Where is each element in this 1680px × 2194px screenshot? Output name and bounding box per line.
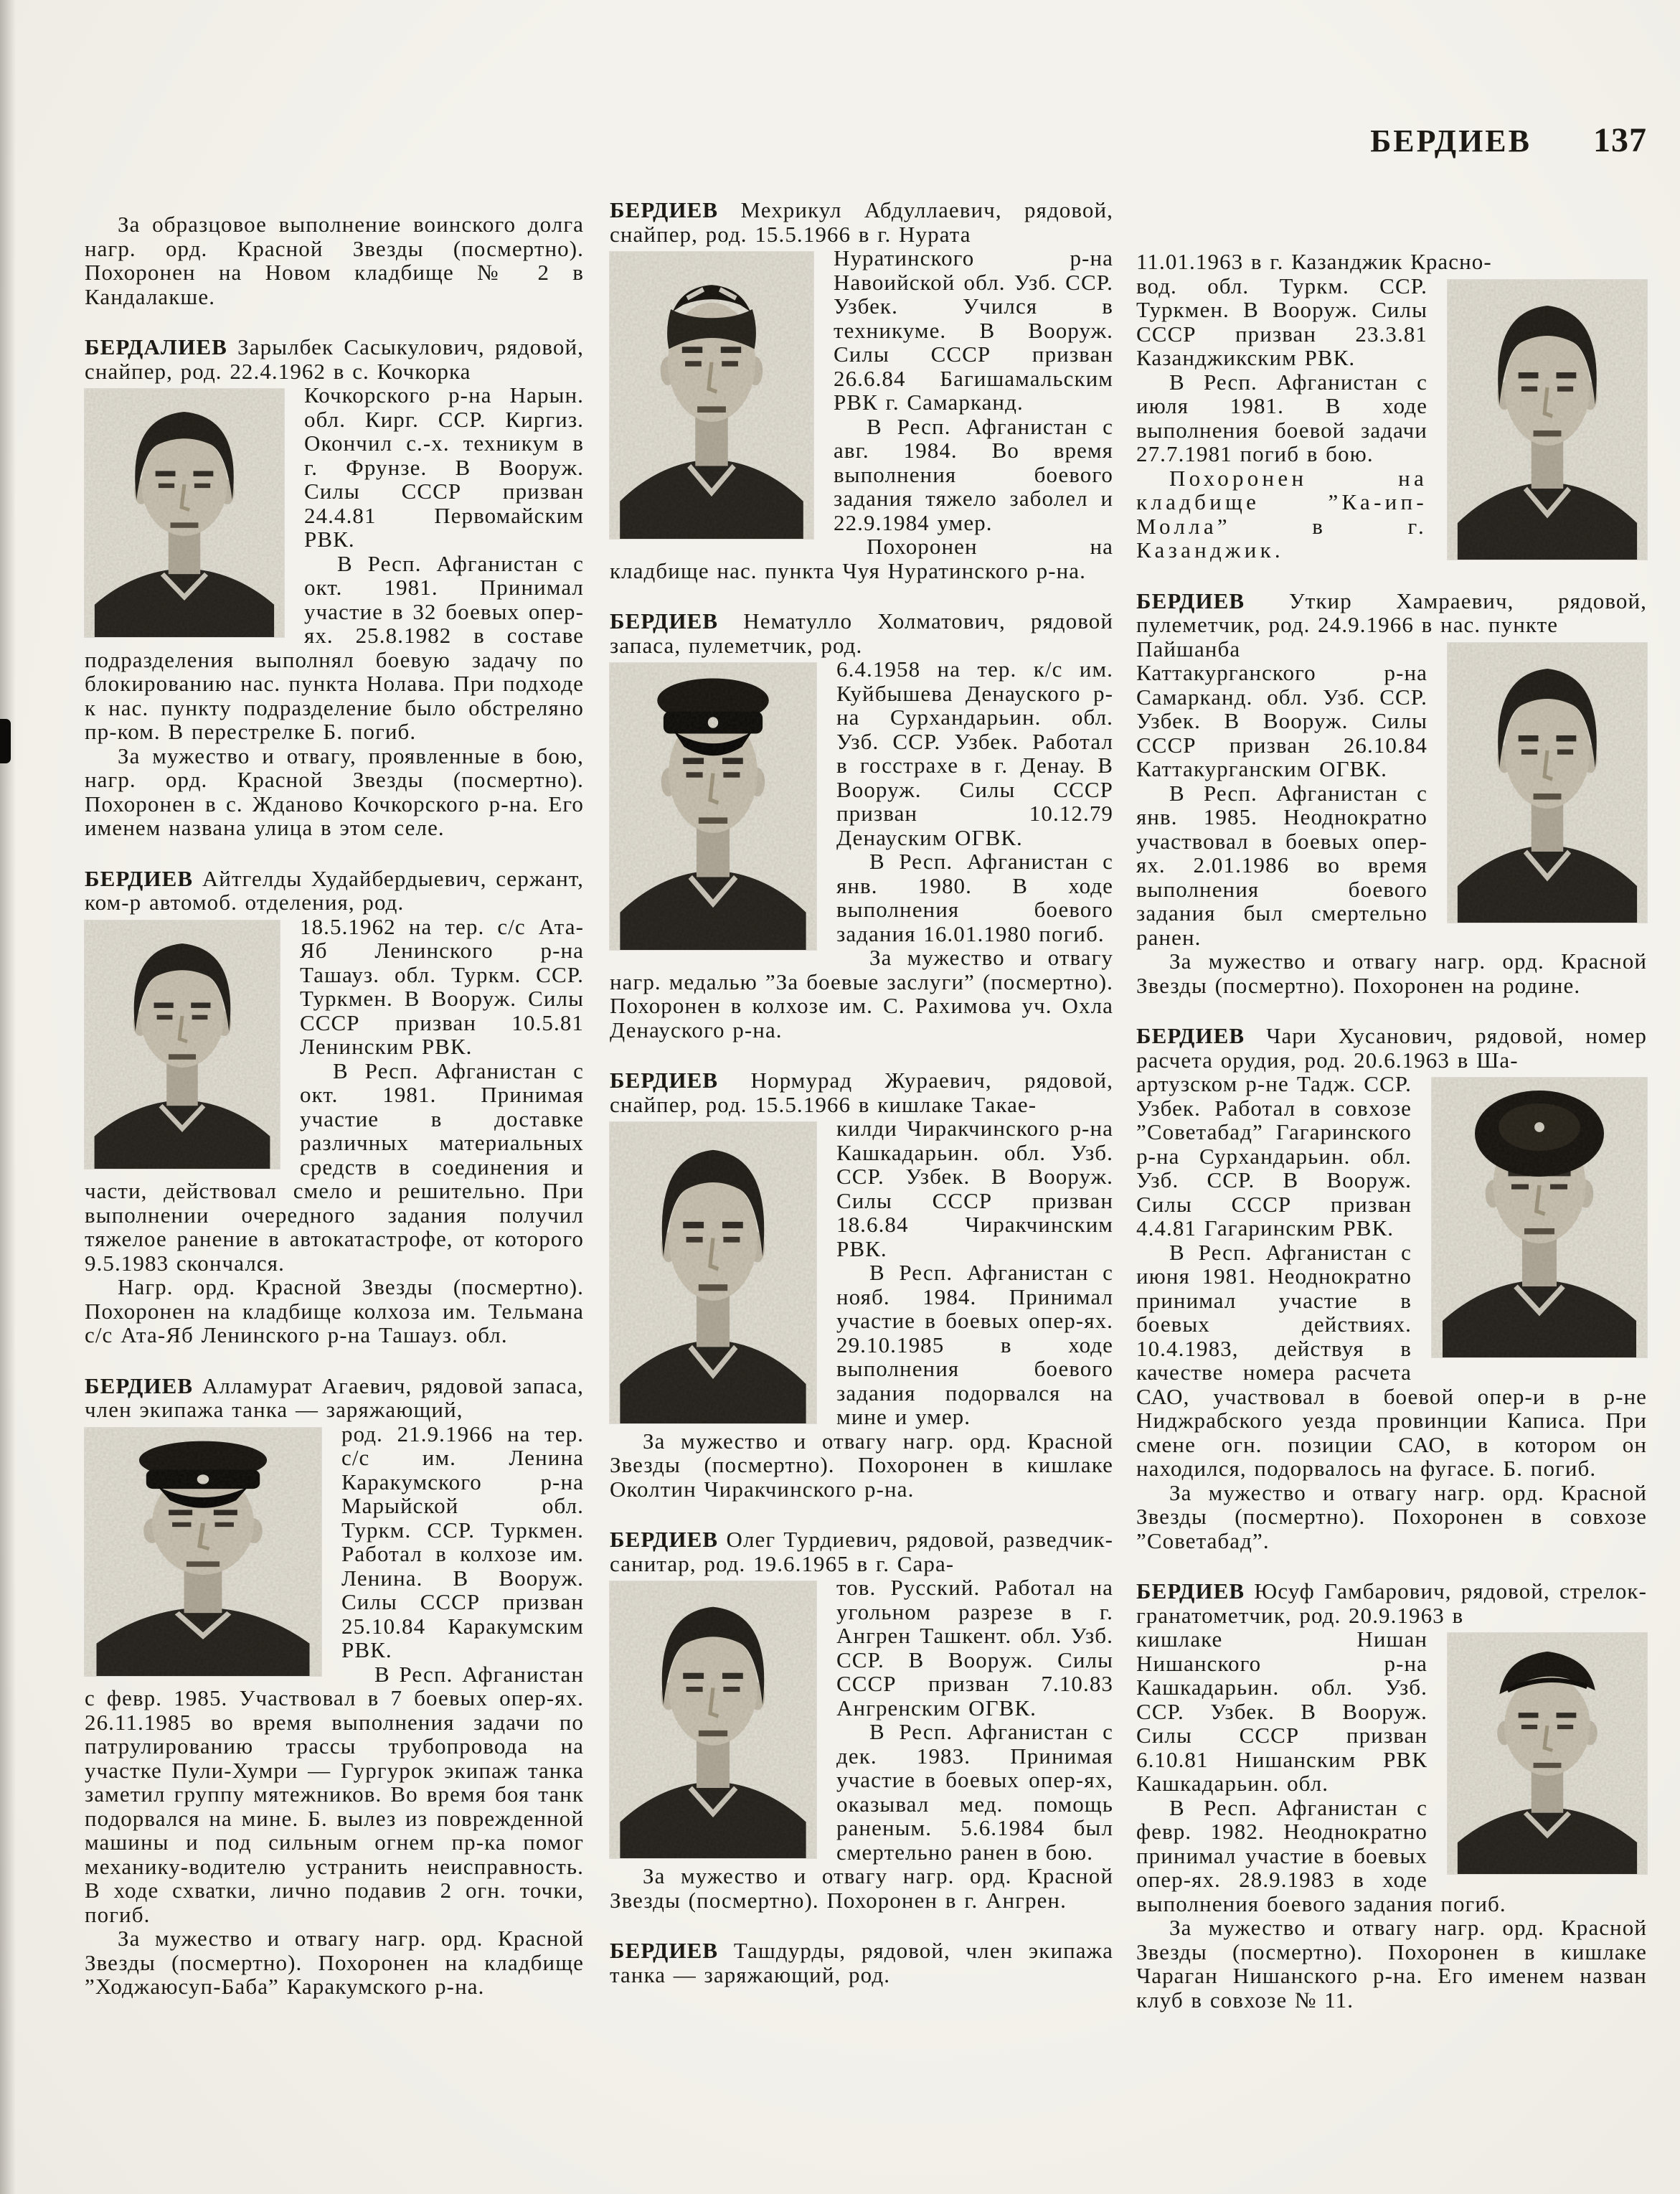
entry-surname: БЕРДИЕВ <box>610 1068 719 1093</box>
entry-paragraph: Кочкорского р-на Нарын. обл. Кирг. ССР. Киргиз. Окончил с.-х. техникум в г. Фрунзе. В Вооруж. Силы СССР призван 24.4.81 Первомайским РВК. <box>304 382 584 552</box>
entry-paragraph: вод. обл. Туркм. ССР. Туркмен. В Вооруж. Силы СССР призван 23.3.81 Казанджикским РВК. <box>1136 273 1427 370</box>
portrait-photo <box>85 389 284 637</box>
entry-surname: БЕРДИЕВ <box>610 608 719 634</box>
entry-paragraph: В Респ. Афганистан с февр. 1982. Неоднократно принимал участие в боевых опер-ях. 28.9.1983 в ходе выполнения боевого задания погиб. <box>1136 1794 1506 1916</box>
entry-head-paragraph: БЕРДИЕВ Айтгелды Худайбердыевич, сержант, ком-р автомоб. отделения, род. <box>85 865 584 915</box>
memorial-entry <box>85 335 584 840</box>
entry-head-paragraph: БЕРДИЕВ Нематулло Холматович, рядовой запаса, пулеметчик, род. <box>610 608 1113 658</box>
entry-paragraph: В Респ. Афганистан с июня 1981. Неоднократно принимал участие в боевых действиях. 10.4.1983, действуя в качестве номера расчета САО, участвовал в боевой опер-и в р-не Ниджрабского уезда провинции Каписа. При смене огн. позиции САО, в котором он находился, подорвалось на фугасе. Б. погиб. <box>1136 1239 1647 1481</box>
header-surname: БЕРДИЕВ <box>1370 123 1532 159</box>
memorial-entry <box>85 867 584 1347</box>
entry-head-paragraph: БЕРДИЕВ Нормурад Жураевич, рядовой, снайпер, род. 15.5.1966 в кишлаке Такае- <box>610 1068 1113 1117</box>
portrait-photo <box>1432 1078 1647 1357</box>
entry-paragraph: За мужество и отвагу нагр. орд. Красной Звезды (посмертно). Похоронен в совхозе ”Советабад”. <box>1136 1479 1647 1553</box>
entry-paragraph: В Респ. Афганистан с авг. 1984. Во время выполнения боевого задания тяжело заболел и 22.9.1984 умер. <box>834 413 1113 535</box>
entry-paragraph: В Респ. Афганистан с окт. 1981. Принимал участие в 32 боевых опер-ях. 25.8.1982 в составе подразделения выполнял боевую задачу по блокированию нас. пункта Нолава. При подходе к нас. пункту подразделение было обстреляно пр-ком. В перестрелке Б. погиб. <box>85 550 584 744</box>
entry-paragraph: Нуратинского р-на Навоийской обл. Узб. ССР. Узбек. Учился в техникуме. В Вооруж. Силы СССР призван 26.6.84 Багишамальским РВК г. Самарканд. <box>834 245 1113 415</box>
page-number: 137 <box>1593 121 1647 159</box>
entry-head-paragraph: БЕРДИЕВ Юсуф Гамбарович, рядовой, стрелок-гранатометчик, род. 20.9.1963 в <box>1136 1578 1647 1628</box>
entry-surname: БЕРДИЕВ <box>610 1527 719 1552</box>
portrait-photo <box>1448 643 1647 923</box>
memorial-entry <box>610 198 1113 583</box>
portrait-photo <box>610 663 816 950</box>
entry-paragraph: За мужество и отвагу нагр. медалью ”За боевые заслуги” (посмертно). Похоронен в колхозе им. С. Рахимова уч. Охла Денауского р-на. <box>610 945 1113 1042</box>
memorial-entry <box>85 1374 584 1999</box>
entry-paragraph: 18.5.1962 на тер. с/с Ата-Яб Ленинского р-на Ташауз. обл. Туркм. ССР. Туркмен. В Вооруж. Силы СССР призван 10.5.81 Ленинским РВК. <box>300 913 584 1059</box>
entry-surname: БЕРДИЕВ <box>1136 588 1245 613</box>
entry-paragraph: кишлаке Нишан Нишанского р-на Кашкадарьин. обл. Узб. ССР. Узбек. В Вооруж. Силы СССР призван 6.10.81 Нишанским РВК Кашкадарьин. обл. <box>1136 1626 1427 1796</box>
entry-paragraph: За мужество и отвагу нагр. орд. Красной Звезды (посмертно). Похоронен в кишлаке Околтин Чиракчинского р-на. <box>610 1428 1113 1502</box>
entry-paragraph: артузском р-не Тадж. ССР. Узбек. Работал в совхозе ”Советабад” Гагаринского р-на Сурхандарьин. обл. Узб. ССР. В Вооруж. Силы СССР призван 4.4.81 Гагаринским РВК. <box>1136 1071 1412 1240</box>
portrait-photo <box>85 921 280 1169</box>
entry-head-paragraph: БЕРДИЕВ Алламурат Агаевич, рядовой запаса, член экипажа танка — заряжающий, <box>85 1373 584 1422</box>
entry-paragraph: Похоронен на кладбище ”Ка-ип-Молла” в г. Казанджик. <box>1136 465 1427 562</box>
entry-surname: БЕРДИЕВ <box>85 1373 194 1398</box>
entry-paragraph: 6.4.1958 на тер. к/с им. Куйбышева Денауского р-на Сурхандарьин. обл. Узб. ССР. Узбек. Работал в госстрахе в г. Денау. В Вооруж. Силы СССР призван 10.12.79 Денауским ОГВК. <box>836 656 1113 850</box>
entry-head-paragraph: БЕРДИЕВ Чари Хусанович, рядовой, номер расчета орудия, род. 20.6.1963 в Ша- <box>1136 1023 1647 1073</box>
entry-paragraph: В Респ. Афганистан с янв. 1980. В ходе выполнения боевого задания 16.01.1980 погиб. <box>836 849 1113 946</box>
portrait-photo <box>610 252 813 539</box>
continuation-block <box>85 212 584 309</box>
continuation-block <box>1136 250 1647 562</box>
portrait-photo <box>85 1428 321 1676</box>
portrait-photo <box>1448 280 1647 560</box>
memorial-entry <box>1136 1579 1647 2012</box>
entry-paragraph: В Респ. Афганистан с дек. 1983. Принимая участие в боевых опер-ях, оказывал мед. помощь раненым. 5.6.1984 был смертельно ранен в бою. <box>836 1719 1113 1865</box>
entry-paragraph: В Респ. Афганистан с нояб. 1984. Принимал участие в боевых опер-ях. 29.10.1985 в ходе выполнения боевого задания подорвался на мине и умер. <box>836 1260 1113 1429</box>
entry-paragraph: тов. Русский. Работал на угольном разрезе в г. Ангрен Ташкент. обл. Узб. ССР. В Вооруж. Силы СССР призван 7.10.83 Ангренским ОГВК. <box>836 1575 1113 1720</box>
entry-surname: БЕРДИЕВ <box>610 1938 719 1963</box>
entry-paragraph: В Респ. Афганистан с янв. 1985. Неоднократно участвовал в боевых опер-ях. 2.01.1986 во время выполнения боевого задания был смертельно ранен. <box>1136 780 1427 950</box>
entry-surname: БЕРДИЕВ <box>610 197 719 222</box>
portrait-photo <box>610 1122 816 1423</box>
text-column-1 <box>85 212 584 1999</box>
text-column-2 <box>610 198 1113 1987</box>
entry-paragraph: Нагр. орд. Красной Звезды (посмертно). Похоронен на кладбище колхоза им. Тельмана с/с Ата-Яб Ленинского р-на Ташауз. обл. <box>85 1274 584 1347</box>
entry-paragraph: Похоронен на кладбище нас. пункта Чуя Нуратинского р-на. <box>610 534 1113 583</box>
entry-paragraph: В Респ. Афганистан с окт. 1981. Принимая участие в доставке различных материальных средств в соединения и части, действовал смело и решительно. При выполнении очередного задания получил тяжелое ранение в автокатастрофе, от которого 9.5.1983 скончался. <box>85 1058 584 1276</box>
memorial-entry <box>1136 1024 1647 1553</box>
entry-paragraph: За мужество и отвагу нагр. орд. Красной Звезды (посмертно). Похоронен на родине. <box>1136 948 1647 998</box>
entry-paragraph: За мужество и отвагу, проявленные в бою, нагр. орд. Красной Звезды (посмертно). Похоронен в с. Жданово Кочкорского р-на. Его именем названа улица в этом селе. <box>85 743 584 840</box>
entry-surname: БЕРДИЕВ <box>1136 1023 1245 1048</box>
entry-paragraph: За мужество и отвагу нагр. орд. Красной Звезды (посмертно). Похоронен на кладбище ”Ходжаюсуп-Баба” Каракумского р-на. <box>85 1926 584 1999</box>
entry-head-paragraph: 11.01.1963 в г. Казанджик Красно- <box>1136 249 1492 274</box>
memorial-entry <box>610 1068 1113 1501</box>
memorial-entry <box>610 609 1113 1042</box>
portrait-photo <box>1448 1633 1647 1874</box>
entry-paragraph: килди Чиракчинского р-на Кашкадарьин. обл. Узб. ССР. Узбек. В Вооруж. Силы СССР призван 18.6.84 Чиракчинским РВК. <box>836 1116 1113 1261</box>
memorial-entry <box>1136 589 1647 998</box>
portrait-photo <box>610 1581 816 1858</box>
memorial-entry <box>610 1939 1113 1987</box>
entry-head-paragraph: БЕРДИЕВ Уткир Хамраевич, рядовой, пулеметчик, род. 24.9.1966 в нас. пункте <box>1136 588 1647 637</box>
entry-surname: БЕРДИЕВ <box>1136 1578 1245 1604</box>
running-header <box>1135 121 1647 160</box>
entry-head-paragraph: БЕРДИЕВ Ташдурды, рядовой, член экипажа танка — заряжающий, род. <box>610 1938 1113 1987</box>
entry-paragraph: В Респ. Афганистан с февр. 1985. Участвовал в 7 боевых опер-ях. 26.11.1985 во время выполнения задачи по патрулированию трассы трубопровода на участке Пули-Хумри — Гургурок экипаж танка заметил группу мятежников. Во время боя танк подорвался на мине. Б. вылез из поврежденной машины и под сильным огнем пр-ка помог механику-водителю устранить неисправность. В ходе схватки, лично подавив 2 огн. точки, погиб. <box>85 1661 584 1927</box>
entry-head-paragraph: За образцовое выполнение воинского долга нагр. орд. Красной Звезды (посмертно). Похоронен на Новом кладбище № 2 в Кандалакше. <box>85 212 584 309</box>
entry-head-paragraph: БЕРДИЕВ Мехрикул Абдуллаевич, рядовой, снайпер, род. 15.5.1966 в г. Нурата <box>610 197 1113 247</box>
entry-head-paragraph: БЕРДИЕВ Олег Турдиевич, рядовой, разведчик-санитар, род. 19.6.1965 в г. Сара- <box>610 1527 1113 1576</box>
entry-paragraph: Пайшанба Каттакурганского р-на Самарканд. обл. Узб. ССР. Узбек. В Вооруж. Силы СССР призван 26.10.84 Каттакурганским ОГВК. <box>1136 636 1427 781</box>
text-column-3 <box>1136 250 1647 2012</box>
entry-paragraph: род. 21.9.1966 на тер. с/с им. Ленина Каракумского р-на Марыйской обл. Туркм. ССР. Туркмен. Работал в колхозе им. Ленина. В Вооруж. Силы СССР призван 25.10.84 Каракумским РВК. <box>341 1421 584 1662</box>
scan-artifact <box>0 719 11 763</box>
entry-paragraph: За мужество и отвагу нагр. орд. Красной Звезды (посмертно). Похоронен в кишлаке Чараган Нишанского р-на. Его именем назван клуб в совхозе № 11. <box>1136 1915 1647 2012</box>
entry-surname: БЕРДИЕВ <box>85 865 194 891</box>
entry-surname: БЕРДАЛИЕВ <box>85 334 227 359</box>
entry-paragraph: За мужество и отвагу нагр. орд. Красной Звезды (посмертно). Похоронен в г. Ангрен. <box>610 1863 1113 1913</box>
entry-paragraph: В Респ. Афганистан с июля 1981. В ходе выполнения боевой задачи 27.7.1981 погиб в бою. <box>1136 369 1427 466</box>
scan-edge-shadow <box>0 0 16 2194</box>
entry-head-paragraph: БЕРДАЛИЕВ Зарылбек Сасыкулович, рядовой, снайпер, род. 22.4.1962 в с. Кочкорка <box>85 334 584 384</box>
memorial-entry <box>610 1527 1113 1912</box>
